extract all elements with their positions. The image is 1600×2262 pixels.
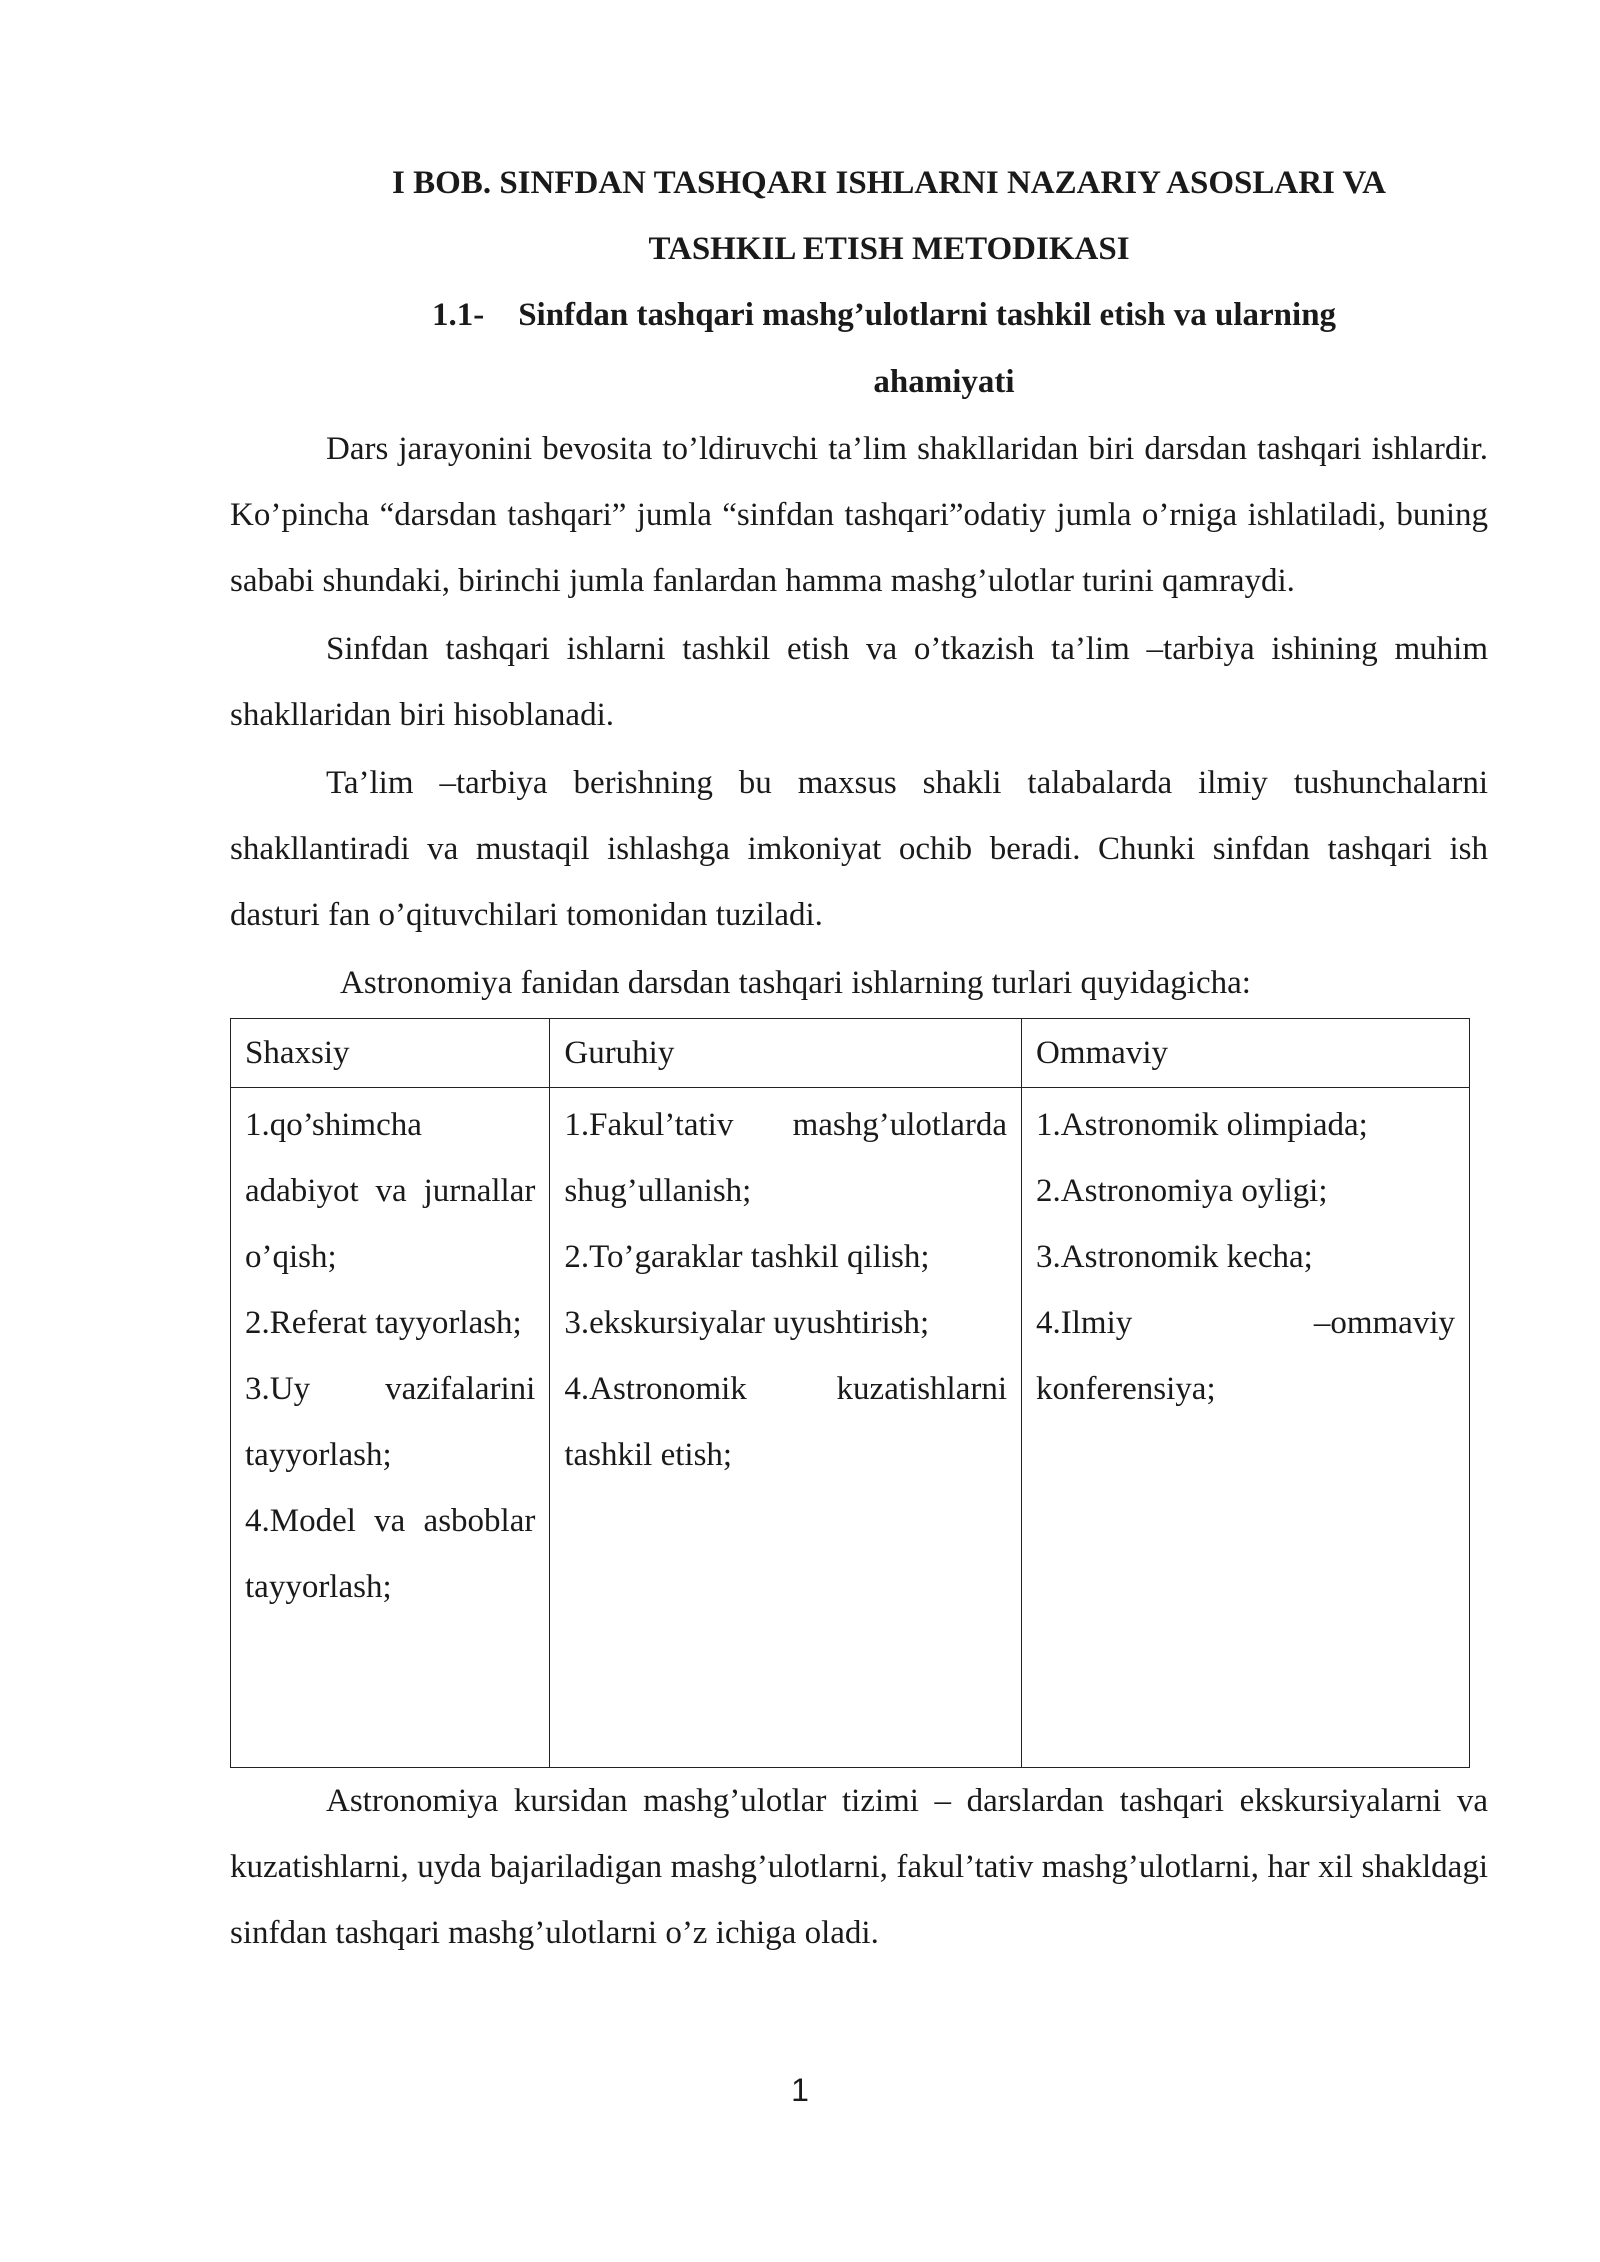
section-title-line1: Sinfdan tashqari mashg’ulotlarni tashkil etish va ularning [518, 297, 1337, 333]
header-guruhiy: Guruhiy [550, 1019, 1022, 1088]
chapter-title [230, 150, 1488, 282]
table-header-row [231, 1019, 1470, 1088]
list-item: 2.Referat tayyorlash; [245, 1305, 522, 1341]
header-ommaviy: Ommaviy [1022, 1019, 1470, 1088]
list-item: 4.Model va asboblar tayyorlash; [245, 1503, 536, 1605]
list-item: 2.To’garaklar tashkil qilish; [564, 1239, 930, 1275]
table-intro: Astronomiya fanidan darsdan tashqari ishlarning turlari quyidagicha: [340, 965, 1251, 1001]
list-item: 4.Ilmiy –ommaviy konferensiya; [1036, 1305, 1455, 1407]
list-item: 4.Astronomik kuzatishlarni tashkil etish; [564, 1371, 1008, 1473]
list-item: 3.Uy vazifalarini tayyorlash; [245, 1371, 536, 1473]
section-number: 1.1- [431, 297, 485, 333]
table-row [231, 1088, 1470, 1768]
list-item: 1.qo’shimcha adabiyot va jurnallar o’qish; [245, 1107, 536, 1275]
list-item: 2.Astronomiya oyligi; [1036, 1173, 1328, 1209]
document-page [230, 150, 1488, 1968]
guruhiy-cell [550, 1088, 1022, 1768]
activity-types-table [230, 1018, 1470, 1768]
header-shaxsiy: Shaxsiy [231, 1019, 550, 1088]
section-title-line2: ahamiyati [873, 364, 1015, 400]
list-item: 3.ekskursiyalar uyushtirish; [564, 1305, 930, 1341]
paragraph: Ta’lim –tarbiya berishning bu maxsus shakli talabalarda ilmiy tushunchalarni shakllantiradi va mustaqil ishlashga imkoniyat ochib beradi. Chunki sinfdan tashqari ish dasturi fan o’qituvchilari tomonidan tuziladi. [230, 765, 1488, 933]
closing-paragraph: Astronomiya kursidan mashg’ulotlar tizimi – darslardan tashqari ekskursiyalarni va kuzatishlarni, uyda bajariladigan mashg’ulotlarni, fakul’tativ mashg’ulotlarni, har xil shakldagi sinfdan tashqari mashg’ulotlarni o’z ichiga oladi. [230, 1783, 1488, 1951]
list-item: 1.Astronomik olimpiada; [1036, 1107, 1368, 1143]
chapter-title-line1: I BOB. SINFDAN TASHQARI ISHLARNI NAZARIY ASOSLARI VA [392, 165, 1386, 201]
paragraph: Dars jarayonini bevosita to’ldiruvchi ta’lim shakllaridan biri darsdan tashqari ishlardir. Ko’pincha “darsdan tashqari” jumla “sinfdan tashqari”odatiy jumla o’rniga ishlatiladi, buning sababi shundaki, birinchi jumla fanlardan hamma mashg’ulotlar turini qamraydi. [230, 431, 1488, 599]
ommaviy-cell [1022, 1088, 1470, 1768]
section-title [230, 282, 1488, 416]
list-item: 1.Fakul’tativ mashg’ulotlarda shug’ullanish; [564, 1107, 1008, 1209]
paragraph: Sinfdan tashqari ishlarni tashkil etish va o’tkazish ta’lim –tarbiya ishining muhim shakllaridan biri hisoblanadi. [230, 631, 1488, 733]
list-item: 3.Astronomik kecha; [1036, 1239, 1313, 1275]
page-number: 1 [791, 2072, 809, 2108]
shaxsiy-cell [231, 1088, 550, 1768]
chapter-title-line2: TASHKIL ETISH METODIKASI [648, 231, 1130, 267]
